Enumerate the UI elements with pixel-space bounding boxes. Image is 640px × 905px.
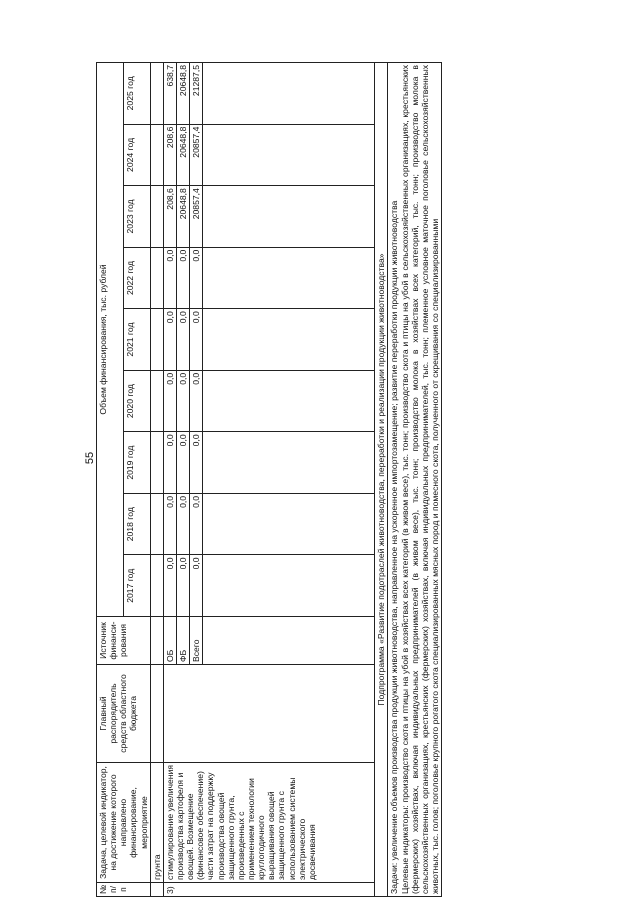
header-year: 2020 год: [123, 370, 150, 432]
value-cell: 208,6: [163, 124, 176, 186]
header-volume: Объем финансирования, тыс. рублей: [97, 63, 124, 617]
value-cell: 0,0: [176, 493, 189, 555]
value-cell: 0,0: [190, 555, 203, 617]
table-row: [163, 63, 176, 897]
indicators-text: Целевые индикаторы: производство скота и птицы на убой в хозяйствах всех категорий (в живом весе), тыс. тонн; производство скота и птицы на убой в сельскохозяйственных организациях, крестьянских (фермерских) хозяйствах, включая индивидуальных предпринимателей (в живом весе), тыс. тонн; производство молока в хозяйствах всех категорий, тыс. тонн; производство молока в сельскохозяйственных организациях, крестьянских (фермерских) хозяйствах, включая индивидуальных предпринимателей, тыс. тонн; племенное условное маточное поголовье сельскохозяйственных животных, тыс. голов; поголовье крупного рогатого скота специализированных мясных пород и помесного скота, полученного от скрещивания со специализированными: [399, 65, 440, 894]
subprogram-row: [375, 63, 388, 897]
header-year: 2025 год: [123, 63, 150, 125]
subprogram-title: Подпрограмма «Развитие подотраслей животноводства, переработки и реализации продукции животноводства»: [375, 63, 388, 897]
value-cell: 0,0: [176, 432, 189, 494]
value-cell: 0,0: [190, 370, 203, 432]
header-source: Источник финанси-рования: [97, 617, 151, 665]
value-cell: 0,0: [163, 555, 176, 617]
value-cell: 0,0: [176, 555, 189, 617]
value-cell: 0,0: [176, 309, 189, 371]
value-cell: 21287,5: [190, 63, 203, 125]
value-cell: 0,0: [163, 432, 176, 494]
value-cell: 638,7: [163, 63, 176, 125]
header-num: № п/п: [97, 883, 151, 897]
value-cell: 0,0: [163, 370, 176, 432]
rotated-table-sheet: [96, 62, 604, 897]
value-cell: 0,0: [163, 247, 176, 309]
item-task: стимулирование увеличения производства картофеля и овощей. Возмещение (финансовое обеспечение) части затрат на поддержку производства овощей защищенного грунта, произведенных с применением технологии круглогодичного выращивания овощей защищенного грунта с использованием системы электрического досвечивания: [163, 763, 374, 883]
value-cell: 0,0: [163, 309, 176, 371]
value-cell: 0,0: [176, 247, 189, 309]
header-year: 2019 год: [123, 432, 150, 494]
grunta-cell: грунта: [150, 763, 163, 883]
value-cell: 20648,8: [176, 186, 189, 248]
grunta-row: [150, 63, 163, 897]
header-executor: Главный распорядитель средств областного бюджета: [97, 665, 151, 763]
page-number: 55: [84, 451, 96, 465]
item-number: 3): [163, 883, 374, 897]
value-cell: 0,0: [190, 309, 203, 371]
header-row-1: [97, 63, 124, 897]
financing-table: [96, 62, 442, 897]
source-cell: Всего: [190, 617, 203, 665]
source-cell: ФБ: [176, 617, 189, 665]
value-cell: 20648,8: [176, 63, 189, 125]
header-year: 2023 год: [123, 186, 150, 248]
header-year: 2022 год: [123, 247, 150, 309]
value-cell: 0,0: [190, 432, 203, 494]
source-cell: ОБ: [163, 617, 176, 665]
value-cell: 20857,4: [190, 124, 203, 186]
header-year: 2018 год: [123, 493, 150, 555]
tasks-text: Задачи: увеличение объемов производства продукции животноводства, направленное на ускоренное импортозамещение; развитие переработки продукции животноводства: [389, 200, 400, 894]
value-cell: 0,0: [176, 370, 189, 432]
tasks-row: [388, 63, 442, 897]
header-year: 2021 год: [123, 309, 150, 371]
header-task: Задача, целевой индикатор, на достижение которого направлено финансирование, мероприятие: [97, 763, 151, 883]
value-cell: 20857,4: [190, 186, 203, 248]
value-cell: 20648,8: [176, 124, 189, 186]
header-year: 2024 год: [123, 124, 150, 186]
value-cell: 0,0: [190, 493, 203, 555]
value-cell: 0,0: [190, 247, 203, 309]
header-year: 2017 год: [123, 555, 150, 617]
item-executor: [163, 665, 374, 763]
value-cell: 208,6: [163, 186, 176, 248]
value-cell: 0,0: [163, 493, 176, 555]
